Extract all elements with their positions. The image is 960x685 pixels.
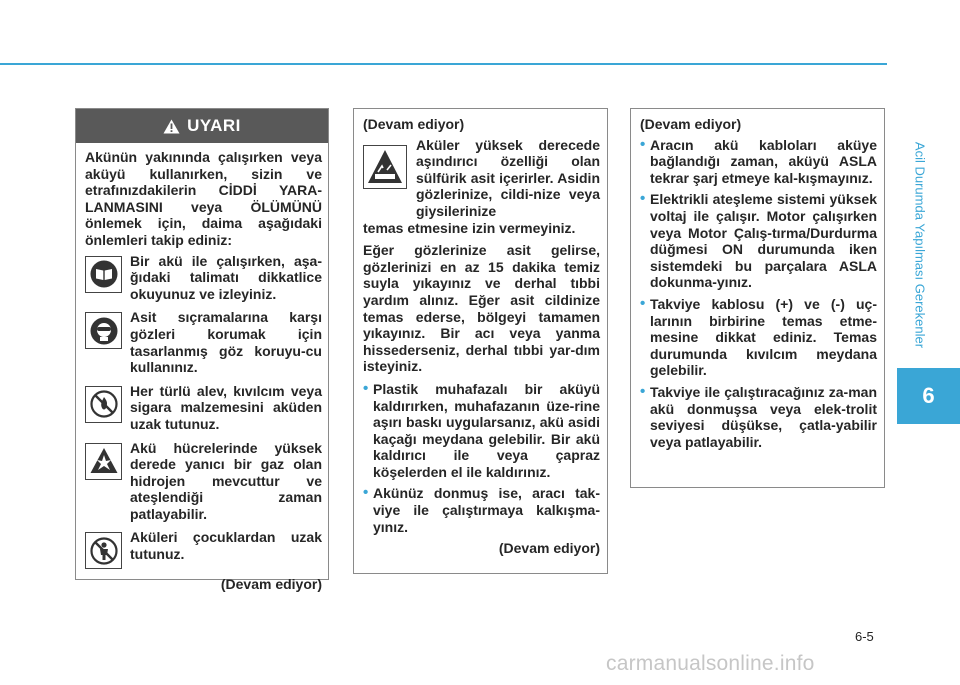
bullet-list: [640, 137, 877, 451]
watermark: carmanualsonline.info: [606, 652, 815, 675]
bullet-item: • Takviye kablosu (+) ve (-) uç-larının birbirine temas etme-mesine dikkat ediniz. Temas durumunda kıvılcım meydana gelebilir.: [640, 296, 877, 379]
warning-item: [85, 529, 322, 569]
warning-header: [76, 109, 328, 143]
warning-item-text: Her türlü alev, kıvılcım veya sigara malzemesini aküden uzak tutunuz.: [130, 382, 322, 432]
warning-item-text: Aküleri çocuklardan uzak tutunuz.: [130, 529, 322, 563]
warning-item-text: Asit sıçramalarına karşı gözleri korumak için tasarlanmış göz koruyu-cu kullanınız.: [130, 309, 322, 376]
acid-warning-tail: temas etmesine izin vermeyiniz.: [363, 219, 576, 236]
continued-box-3: [630, 108, 885, 488]
bullet-item: • Elektrikli ateşleme sistemi yüksek voltaj ile çalışır. Motor çalışırken veya Motor Çalış-tırma/Durdurma düğmesi ON durumunda iken sistemdeki bu parçalara ASLA dokunma-yınız.: [640, 191, 877, 291]
warning-triangle-icon: [163, 119, 180, 134]
no-flame-icon: [85, 386, 122, 423]
warning-item: [85, 309, 322, 375]
keep-children-away-icon: [85, 532, 122, 569]
page-number: 6-5: [855, 629, 874, 644]
bullet-list: [363, 381, 600, 535]
safety-goggles-icon: [85, 312, 122, 349]
chapter-side-title: Acil Durumda Yapılması Gerekenler: [912, 141, 928, 349]
warning-intro: Akünün yakınında çalışırken veya aküyü kullanırken, sizin ve etrafınızdakilerin CİDDİ YARA-LANMASINI veya ÖLÜMÜNÜ önlemek için, daima aşağıdaki önlemleri takip ediniz:: [85, 149, 322, 248]
continued-label: (Devam ediyor): [220, 576, 322, 593]
continued-heading: (Devam ediyor): [363, 116, 465, 132]
warning-box: [75, 108, 329, 593]
continued-label: (Devam ediyor): [498, 540, 600, 557]
bullet-item: • Plastik muhafazalı bir aküyü kaldırırken, muhafazanın üze-rine aşırı baskı uygularsanız, akü asidi kaçağı meydana gelebilir. Bir akü kaldırıcı ile veya çapraz köşelerden el ile kaldırınız.: [363, 381, 600, 481]
bullet-item: • Akünüz donmuş ise, aracı tak-viye ile çalıştırmaya kalkışma-yınız.: [363, 485, 600, 535]
top-rule: [0, 63, 887, 65]
warning-item-text: Bir akü ile çalışırken, aşa-ğıdaki talimatı dikkatlice okuyunuz ve izleyiniz.: [130, 252, 322, 302]
acid-first-aid-paragraph: Eğer gözlerinize asit gelirse, gözlerinizi en az 15 dakika temiz suyla yıkayınız ve derhal tıbbi yardım alınız. Eğer asit cildinize temas ederse, bölgeyi tamamen yıkayınız. Bir acı veya yanma hissederseniz, derhal tıbbi yar-dım isteyiniz.: [363, 242, 600, 375]
corrosive-acid-icon: [363, 145, 407, 189]
continued-heading: (Devam ediyor): [640, 116, 742, 132]
explosion-hazard-icon: [85, 443, 122, 480]
warning-item: [85, 383, 322, 433]
warning-item: [85, 440, 322, 523]
bullet-item: • Takviye ile çalıştıracağınız za-man akü donmuşsa veya elek-trolit seviyesi düşükse, çatla-yabilir veya patlayabilir.: [640, 384, 877, 450]
warning-item-text: Akü hücrelerinde yüksek derede yanıcı bir gaz olan hidrojen mevcuttur ve ateşlendiği zaman patlayabilir.: [130, 439, 322, 522]
warning-title: UYARI: [187, 115, 241, 135]
continued-box-2: [353, 108, 608, 574]
chapter-tab[interactable]: 6: [897, 368, 960, 424]
acid-warning: [363, 137, 600, 220]
acid-warning-text: Aküler yüksek derecede aşındırıcı özelliği olan sülfürik asit içerirler. Asidin gözlerinize, cildi-nize veya giysilerinize: [416, 136, 600, 219]
bullet-item: • Aracın akü kabloları aküye bağlandığı zaman, aküyü ASLA tekrar şarj etmeye kal-kışmayınız.: [640, 137, 877, 187]
warning-item: [85, 253, 322, 303]
manual-book-icon: [85, 256, 122, 293]
